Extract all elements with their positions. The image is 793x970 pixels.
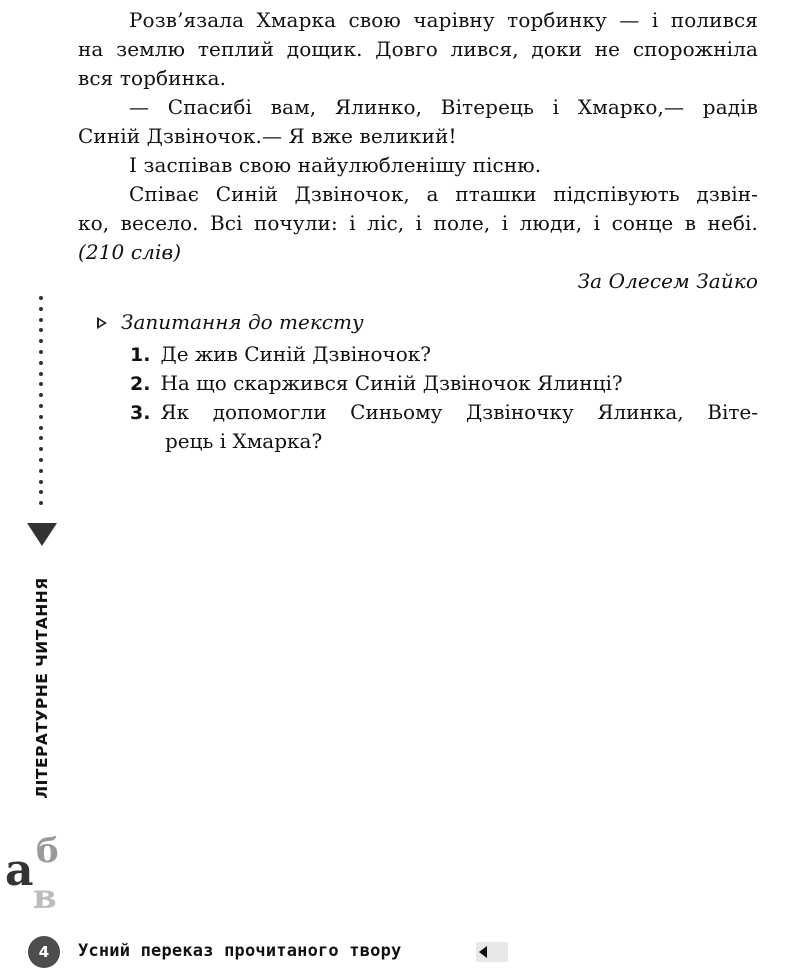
logo-letter-b: б — [36, 831, 59, 871]
question-text-continuation: рець і Хмарка? — [165, 429, 323, 453]
dot — [39, 372, 43, 376]
section-label-text: ЛІТЕРАТУРНЕ ЧИТАННЯ — [33, 576, 51, 799]
text-line: Синій Дзвіночок.— Я вже великий! — [78, 124, 457, 148]
dot — [39, 426, 43, 430]
text-line: — Спасибі вам, Ялинко, Вітерець і Хмарко,— радів — [129, 95, 758, 119]
word-count: (210 слів) — [78, 240, 182, 264]
dot — [39, 350, 43, 354]
question-item — [130, 398, 758, 428]
question-text: Де жив Синій Дзвіночок? — [160, 342, 431, 366]
dot — [39, 480, 43, 484]
text-line: Співає Синій Дзвіночок, а пташки підспівують дзвін- — [129, 182, 758, 206]
dot — [39, 458, 43, 462]
dot — [39, 404, 43, 408]
questions-heading-text: Запитання до тексту — [121, 310, 364, 334]
page-footer — [28, 936, 498, 968]
dot — [39, 307, 43, 311]
question-item — [130, 340, 431, 370]
dot — [39, 296, 43, 300]
section-label — [27, 565, 57, 810]
text-line: на землю теплий дощик. Довго лився, доки не спорожніла — [78, 37, 758, 61]
triangle-marker-icon — [97, 317, 107, 329]
down-triangle-icon — [27, 523, 57, 546]
text-line: І заспівав свою найулюбленішу пісню. — [129, 153, 542, 177]
dot — [39, 393, 43, 397]
logo-letter-a: а — [5, 845, 34, 896]
dot — [39, 328, 43, 332]
dot — [39, 501, 43, 505]
question-text: Як допомогли Синьому Дзвіночку Ялинка, Віте- — [160, 400, 758, 424]
question-text: На що скаржився Синій Дзвіночок Ялинці? — [160, 371, 623, 395]
dot — [39, 361, 43, 365]
dot — [39, 339, 43, 343]
text-line: вся торбинка. — [78, 66, 227, 90]
text-line: ко, весело. Всі почули: і ліс, і поле, і люди, і сонце в небі. — [78, 211, 758, 235]
page-number: 4 — [28, 936, 60, 968]
dot — [39, 382, 43, 386]
logo-letter-v: в — [33, 877, 57, 910]
dot — [39, 469, 43, 473]
footer-title: Усний переказ прочитаного твору — [78, 941, 402, 961]
dot — [39, 318, 43, 322]
questions-heading — [97, 310, 364, 334]
dot — [39, 415, 43, 419]
question-number: 1. — [130, 344, 151, 366]
dot — [39, 436, 43, 440]
abv-logo-icon — [3, 830, 73, 910]
dot — [39, 490, 43, 494]
dot — [39, 447, 43, 451]
text-line: Розв’язала Хмарка свою чарівну торбинку — і полився — [129, 8, 758, 32]
question-number: 3. — [130, 402, 151, 424]
question-item — [130, 369, 623, 399]
author-attribution: За Олесем Зайко — [577, 269, 758, 293]
question-number: 2. — [130, 373, 151, 395]
left-arrow-icon — [479, 946, 487, 958]
